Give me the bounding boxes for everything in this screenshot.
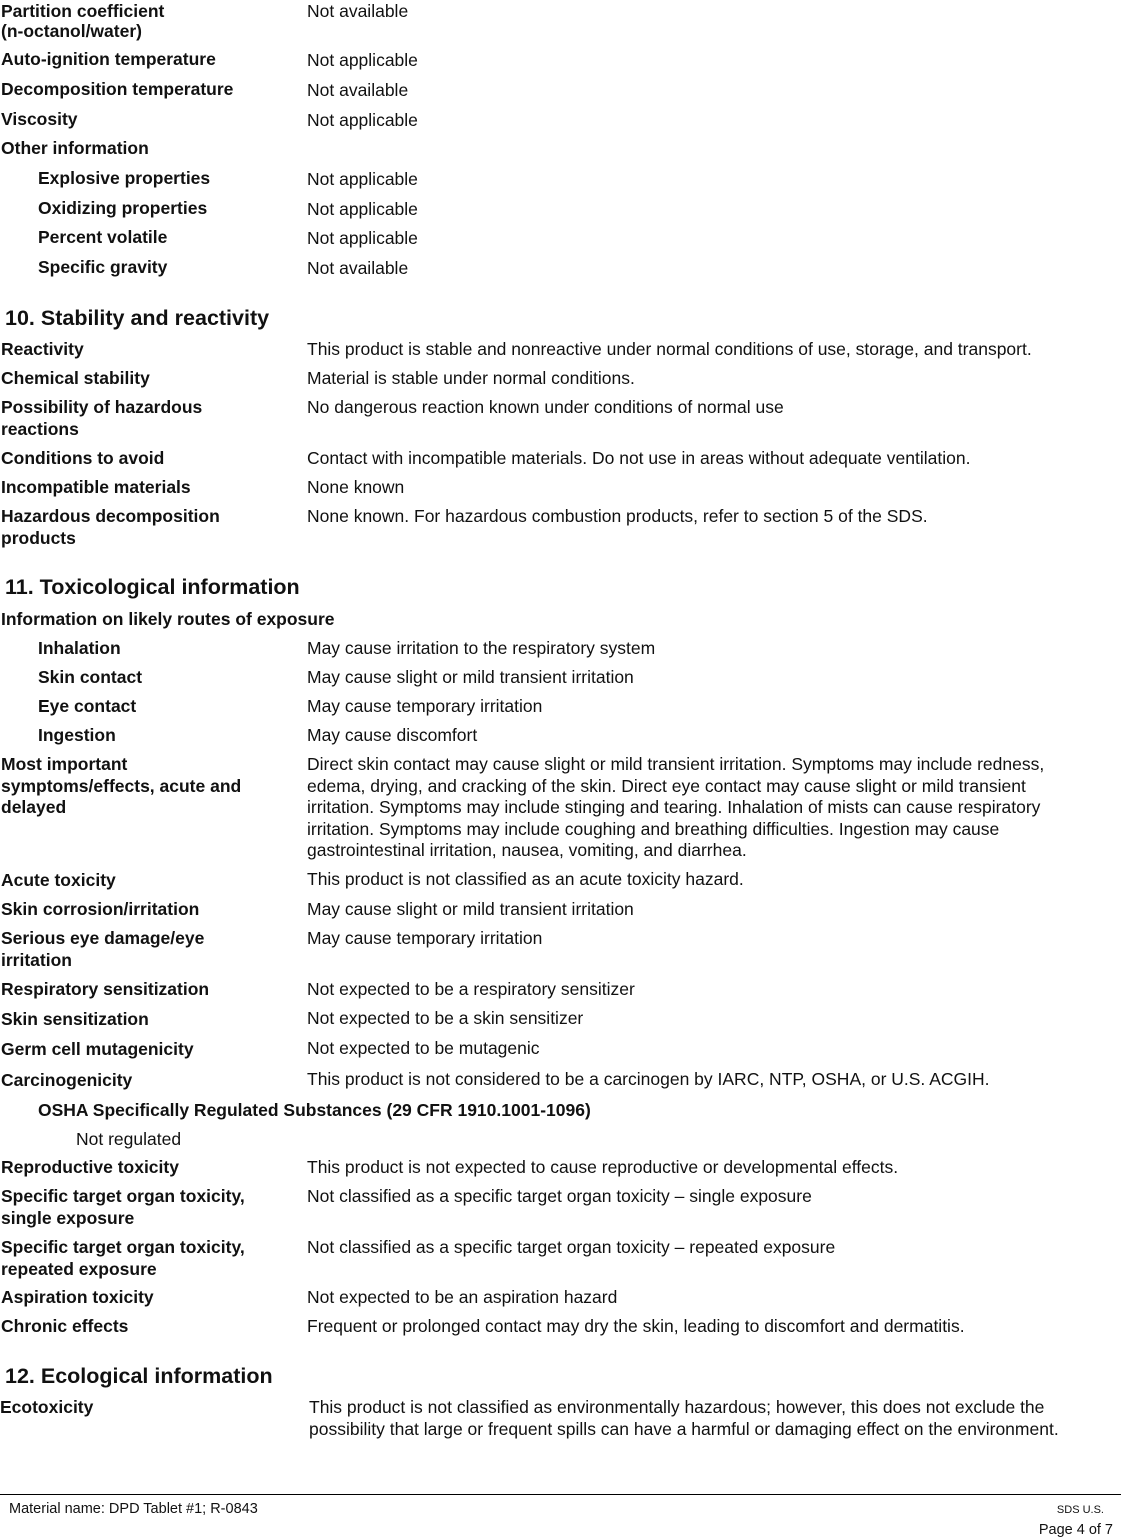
- hazardous-reactions-value: No dangerous reaction known under conditions of normal use: [307, 397, 784, 417]
- decomposition-products-label-line2: products: [1, 528, 76, 548]
- specific-gravity-label: Specific gravity: [38, 257, 168, 277]
- reactivity-label: Reactivity: [1, 339, 84, 359]
- ecotoxicity-value-line2: possibility that large or frequent spills can have a harmful or damaging effect on the environment.: [309, 1419, 1059, 1439]
- ingestion-label: Ingestion: [38, 725, 116, 745]
- eye-damage-value: May cause temporary irritation: [307, 928, 543, 948]
- osha-regulated-substances-value: Not regulated: [76, 1129, 182, 1149]
- incompatible-materials-value: None known: [307, 477, 405, 497]
- partition-coefficient-label: Partition coefficient: [1, 1, 165, 21]
- eye-damage-label: Serious eye damage/eye: [1, 928, 205, 948]
- ingestion-value: May cause discomfort: [307, 725, 478, 745]
- other-information-label: Other information: [1, 138, 149, 158]
- conditions-to-avoid-label: Conditions to avoid: [1, 448, 165, 468]
- acute-toxicity-label: Acute toxicity: [1, 870, 116, 890]
- eye-contact-label: Eye contact: [38, 696, 137, 716]
- footer-material-name: Material name: DPD Tablet #1; R-0843: [9, 1501, 258, 1517]
- skin-contact-label: Skin contact: [38, 667, 143, 687]
- hazardous-reactions-label: Possibility of hazardous: [1, 397, 203, 417]
- skin-corrosion-value: May cause slight or mild transient irritation: [307, 899, 634, 919]
- aspiration-toxicity-value: Not expected to be an aspiration hazard: [307, 1287, 618, 1307]
- skin-corrosion-label: Skin corrosion/irritation: [1, 899, 200, 919]
- decomposition-products-label: Hazardous decomposition: [1, 506, 220, 526]
- symptoms-label-line3: delayed: [1, 797, 67, 817]
- viscosity-value: Not applicable: [307, 110, 418, 130]
- hazardous-reactions-label-line2: reactions: [1, 419, 79, 439]
- symptoms-value-line5: gastrointestinal irritation, nausea, vomiting, and diarrhea.: [307, 840, 747, 860]
- inhalation-label: Inhalation: [38, 638, 121, 658]
- section-10-heading: 10. Stability and reactivity: [5, 306, 270, 330]
- routes-of-exposure-label: Information on likely routes of exposure: [1, 609, 335, 629]
- explosive-properties-value: Not applicable: [307, 169, 418, 189]
- section-11-heading: 11. Toxicological information: [5, 575, 300, 599]
- ecotoxicity-label: Ecotoxicity: [0, 1397, 94, 1417]
- specific-gravity-value: Not available: [307, 258, 409, 278]
- stot-repeated-label-line2: repeated exposure: [1, 1259, 157, 1279]
- conditions-to-avoid-value: Contact with incompatible materials. Do not use in areas without adequate ventilation.: [307, 448, 971, 468]
- footer-sds-label: SDS U.S.: [1056, 1504, 1104, 1516]
- symptoms-value-line4: irritation. Symptoms may include coughing and breathing difficulties. Ingestion may cause: [307, 819, 1000, 839]
- ecotoxicity-value-line1: This product is not classified as environmentally hazardous; however, this does not exclude the: [309, 1397, 1045, 1417]
- aspiration-toxicity-label: Aspiration toxicity: [1, 1287, 154, 1307]
- symptoms-label-line2: symptoms/effects, acute and: [1, 776, 242, 796]
- stot-repeated-label: Specific target organ toxicity,: [1, 1237, 245, 1257]
- carcinogenicity-label: Carcinogenicity: [1, 1070, 133, 1090]
- stot-single-value: Not classified as a specific target organ toxicity – single exposure: [307, 1186, 812, 1206]
- stot-repeated-value: Not classified as a specific target organ toxicity – repeated exposure: [307, 1237, 836, 1257]
- symptoms-value-line2: edema, drying, and cracking of the skin. Direct eye contact may cause slight or mild transient: [307, 776, 1026, 796]
- partition-coefficient-label-line2: (n-octanol/water): [1, 21, 142, 41]
- osha-regulated-substances-label: OSHA Specifically Regulated Substances (29 CFR 1910.1001-1096): [38, 1100, 591, 1120]
- decomposition-temperature-label: Decomposition temperature: [1, 79, 234, 99]
- chronic-effects-value: Frequent or prolonged contact may dry the skin, leading to discomfort and dermatitis.: [307, 1316, 965, 1336]
- section-12-heading: 12. Ecological information: [5, 1364, 273, 1388]
- footer-divider: [0, 1494, 1121, 1495]
- incompatible-materials-label: Incompatible materials: [1, 477, 191, 497]
- respiratory-sensitization-label: Respiratory sensitization: [1, 979, 210, 999]
- chronic-effects-label: Chronic effects: [1, 1316, 129, 1336]
- eye-contact-value: May cause temporary irritation: [307, 696, 543, 716]
- reproductive-toxicity-value: This product is not expected to cause reproductive or developmental effects.: [307, 1157, 899, 1177]
- stot-single-label-line2: single exposure: [1, 1208, 135, 1228]
- oxidizing-properties-label: Oxidizing properties: [38, 198, 208, 218]
- decomposition-products-value: None known. For hazardous combustion products, refer to section 5 of the SDS.: [307, 506, 928, 526]
- chemical-stability-label: Chemical stability: [1, 368, 150, 388]
- inhalation-value: May cause irritation to the respiratory system: [307, 638, 656, 658]
- reproductive-toxicity-label: Reproductive toxicity: [1, 1157, 179, 1177]
- reactivity-value: This product is stable and nonreactive under normal conditions of use, storage, and transport.: [307, 339, 1032, 359]
- percent-volatile-value: Not applicable: [307, 228, 418, 248]
- partition-coefficient-value: Not available: [307, 1, 409, 21]
- respiratory-sensitization-value: Not expected to be a respiratory sensitizer: [307, 979, 635, 999]
- eye-damage-label-line2: irritation: [1, 950, 72, 970]
- explosive-properties-label: Explosive properties: [38, 168, 211, 188]
- symptoms-label: Most important: [1, 754, 128, 774]
- percent-volatile-label: Percent volatile: [38, 227, 168, 247]
- skin-sensitization-value: Not expected to be a skin sensitizer: [307, 1008, 584, 1028]
- symptoms-value-line3: irritation. Symptoms may include stinging and tearing. Inhalation of mists can cause respiratory: [307, 797, 1041, 817]
- acute-toxicity-value: This product is not classified as an acute toxicity hazard.: [307, 869, 744, 889]
- chemical-stability-value: Material is stable under normal conditions.: [307, 368, 635, 388]
- oxidizing-properties-value: Not applicable: [307, 199, 418, 219]
- carcinogenicity-value: This product is not considered to be a carcinogen by IARC, NTP, OSHA, or U.S. ACGIH.: [307, 1069, 990, 1089]
- viscosity-label: Viscosity: [1, 109, 78, 129]
- symptoms-value-line1: Direct skin contact may cause slight or mild transient irritation. Symptoms may include redness,: [307, 754, 1045, 774]
- skin-contact-value: May cause slight or mild transient irritation: [307, 667, 634, 687]
- germ-cell-mutagenicity-label: Germ cell mutagenicity: [1, 1039, 194, 1059]
- autoignition-value: Not applicable: [307, 50, 418, 70]
- stot-single-label: Specific target organ toxicity,: [1, 1186, 245, 1206]
- footer-page-number: Page 4 of 7: [1038, 1522, 1113, 1538]
- decomposition-temperature-value: Not available: [307, 80, 409, 100]
- germ-cell-mutagenicity-value: Not expected to be mutagenic: [307, 1038, 540, 1058]
- autoignition-label: Auto-ignition temperature: [1, 49, 216, 69]
- skin-sensitization-label: Skin sensitization: [1, 1009, 149, 1029]
